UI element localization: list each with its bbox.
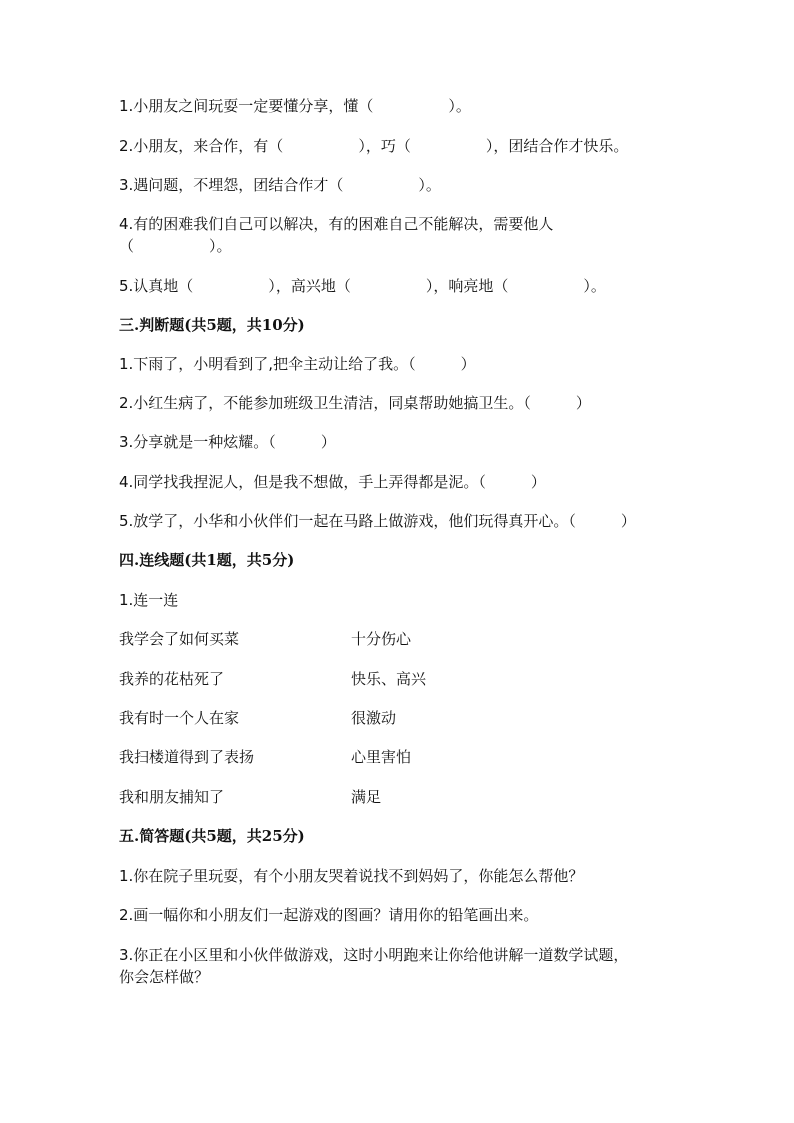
matching-left-4: 我扫楼道得到了表扬 bbox=[119, 748, 255, 766]
matching-left-5: 我和朋友捕知了 bbox=[119, 788, 225, 806]
matching-left-1: 我学会了如何买菜 bbox=[119, 630, 240, 648]
matching-right-2: 快乐、高兴 bbox=[351, 670, 427, 688]
short-answer-item-1: 1.你在院子里玩耍，有个小朋友哭着说找不到妈妈了，你能怎么帮他？ bbox=[119, 867, 584, 885]
matching-left-2: 我养的花枯死了 bbox=[119, 670, 225, 688]
matching-question: 1.连一连 bbox=[119, 591, 179, 609]
fill-in-item-4: 4.有的困难我们自己可以解决，有的困难自己不能解决，需要他人 bbox=[119, 215, 554, 233]
matching-left-3: 我有时一个人在家 bbox=[119, 709, 240, 727]
judge-item-2: 2.小红生病了，不能参加班级卫生清洁，同桌帮助她搞卫生。（ ） bbox=[119, 394, 591, 412]
judge-item-5: 5.放学了，小华和小伙伴们一起在马路上做游戏，他们玩得真开心。（ ） bbox=[119, 512, 636, 530]
section-3-title: 三.判断题(共5题，共10分) bbox=[119, 316, 305, 334]
judge-item-4: 4.同学找我捏泥人，但是我不想做，手上弄得都是泥。（ ） bbox=[119, 473, 546, 491]
fill-in-item-1: 1.小朋友之间玩耍一定要懂分享，懂（ ）。 bbox=[119, 97, 471, 115]
short-answer-item-3-continued: 你会怎样做？ bbox=[119, 968, 210, 986]
fill-in-item-5: 5.认真地（ ），高兴地（ ），响亮地（ ）。 bbox=[119, 277, 606, 295]
short-answer-item-3: 3.你正在小区里和小伙伴做游戏，这时小明跑来让你给他讲解一道数学试题， bbox=[119, 946, 629, 964]
matching-right-3: 很激动 bbox=[351, 709, 397, 727]
fill-in-item-3: 3.遇问题，不埋怨，团结合作才（ ）。 bbox=[119, 176, 441, 194]
judge-item-3: 3.分享就是一种炫耀。（ ） bbox=[119, 433, 336, 451]
section-4-title: 四.连线题(共1题，共5分) bbox=[119, 551, 295, 569]
matching-right-4: 心里害怕 bbox=[351, 748, 412, 766]
judge-item-1: 1.下雨了，小明看到了,把伞主动让给了我。（ ） bbox=[119, 355, 476, 373]
fill-in-item-4-continued: （ ）。 bbox=[119, 237, 232, 255]
matching-right-5: 满足 bbox=[351, 788, 382, 806]
short-answer-item-2: 2.画一幅你和小朋友们一起游戏的图画？请用你的铅笔画出来。 bbox=[119, 906, 539, 924]
section-5-title: 五.简答题(共5题，共25分) bbox=[119, 827, 305, 845]
fill-in-item-2: 2.小朋友，来合作，有（ ），巧（ ），团结合作才快乐。 bbox=[119, 137, 629, 155]
matching-right-1: 十分伤心 bbox=[351, 630, 412, 648]
